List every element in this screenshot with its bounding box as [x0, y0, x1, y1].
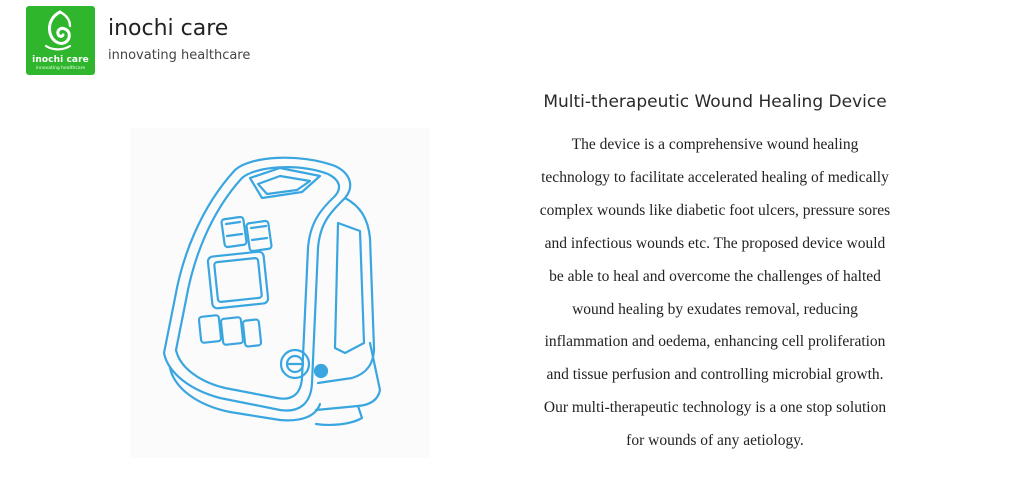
wound-healing-device-illustration-icon: [130, 128, 430, 458]
description-line: Our multi-therapeutic technology is a one stop solution: [543, 399, 887, 417]
leaf-swirl-icon: [26, 6, 95, 56]
product-title: Multi-therapeutic Wound Healing Device: [543, 92, 887, 112]
description-line: The device is a comprehensive wound healing: [571, 136, 859, 153]
brand-logo[interactable]: [26, 6, 95, 75]
device-illustration: [130, 128, 430, 458]
product-description: [505, 129, 925, 458]
logo-wordmark: inochi care: [32, 55, 89, 65]
description-line: technology to facilitate accelerated healing of medically: [541, 168, 889, 186]
logo-tagline: innovating healthcare: [35, 66, 86, 71]
description-line: and tissue perfusion and controlling microbial growth.: [546, 366, 884, 384]
brand-tagline: innovating healthcare: [108, 48, 251, 63]
description-line: inflammation and oedema, enhancing cell proliferation: [544, 333, 886, 351]
description-line: for wounds of any aetiology.: [626, 432, 804, 450]
description-line: and infectious wounds etc. The proposed device would: [544, 234, 886, 252]
description-line: be able to heal and overcome the challenges of halted: [549, 267, 881, 285]
brand-name[interactable]: inochi care: [108, 16, 229, 41]
description-line: wound healing by exudates removal, reducing: [572, 300, 858, 318]
description-line: complex wounds like diabetic foot ulcers, pressure sores: [539, 201, 891, 219]
